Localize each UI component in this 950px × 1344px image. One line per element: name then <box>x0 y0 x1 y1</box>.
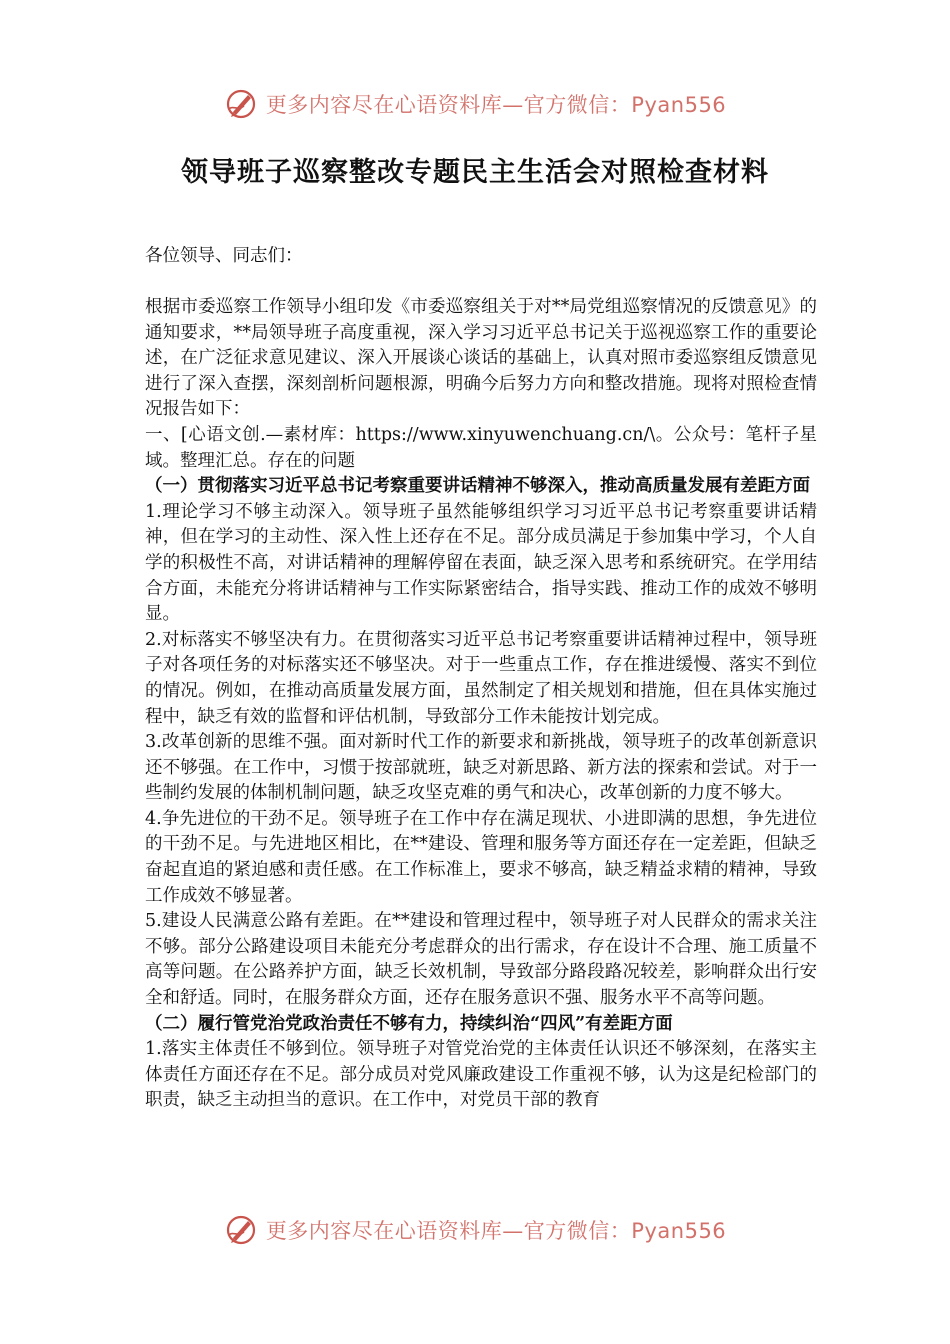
pen-logo-icon <box>224 87 258 121</box>
list-item: 2.对标落实不够坚决有力。在贯彻落实习近平总书记考察重要讲话精神过程中，领导班子对各项任务的对标落实还不够坚决。对于一些重点工作，存在推进缓慢、落实不到位的情况。例如，在推动高质量发展方面，虽然制定了相关规划和措施，但在具体实施过程中，缺乏有效的监督和评估机制，导致部分工作未能按计划完成。 <box>145 629 817 727</box>
document-body <box>145 295 817 1114</box>
intro-paragraph: 根据市委巡察工作领导小组印发《市委巡察组关于对**局党组巡察情况的反馈意见》的通知要求，**局领导班子高度重视，深入学习习近平总书记关于巡视巡察工作的重要论述，在广泛征求意见建议、深入开展谈心谈话的基础上，认真对照市委巡察组反馈意见进行了深入查摆，深刻剖析问题根源，明确今后努力方向和整改措施。现将对照检查情况报告如下： <box>145 297 817 420</box>
watermark-banner-top <box>0 82 950 126</box>
list-item: 1.理论学习不够主动深入。领导班子虽然能够组织学习习近平总书记考察重要讲话精神，但在学习的主动性、深入性上还存在不足。部分成员满足于参加集中学习，个人自学的积极性不高，对讲话精神的理解停留在表面，缺乏深入思考和系统研究。在学用结合方面，未能充分将讲话精神与工作实际紧密结合，指导实践、推动工作的成效不够明显。 <box>145 501 817 625</box>
salutation-block <box>145 244 817 270</box>
pen-logo-icon <box>224 1213 258 1247</box>
list-item: 5.建设人民满意公路有差距。在**建设和管理过程中，领导班子对人民群众的需求关注不够。部分公路建设项目未能充分考虑群众的出行需求，存在设计不合理、施工质量不高等问题。在公路养护方面，缺乏长效机制，导致部分路段路况较差，影响群众出行安全和舒适。同时，在服务群众方面，还存在服务意识不强、服务水平不高等问题。 <box>145 911 817 1009</box>
list-item: 3.改革创新的思维不强。面对新时代工作的新要求和新挑战，领导班子的改革创新意识还不够强。在工作中，习惯于按部就班，缺乏对新思路、新方法的探索和尝试。对于一些制约发展的体制机制问题，缺乏攻坚克难的勇气和决心，改革创新的力度不够大。 <box>145 732 817 804</box>
document-title: 领导班子巡察整改专题民主生活会对照检查材料 <box>181 157 769 188</box>
watermark-text: 更多内容尽在心语资料库—官方微信：Pyan556 <box>265 1219 727 1243</box>
list-item: 4.争先进位的干劲不足。领导班子在工作中存在满足现状、小进即满的思想，争先进位的干劲不足。与先进地区相比，在**建设、管理和服务等方面还存在一定差距，但缺乏奋起直追的紧迫感和责任感。在工作标准上，要求不够高，缺乏精益求精的精神，导致工作成效不够显著。 <box>145 808 817 906</box>
list-item: 1.落实主体责任不够到位。领导班子对管党治党的主体责任认识还不够深刻，在落实主体责任方面还存在不足。部分成员对党风廉政建设工作重视不够，认为这是纪检部门的职责，缺乏主动担当的意识。在工作中，对党员干部的教育 <box>145 1039 817 1111</box>
subsection-heading-2: （二）履行管党治党政治责任不够有力，持续纠治“四风”有差距方面 <box>145 1013 673 1034</box>
section-heading-1: 一、[心语文创.—素材库：https://www.xinyuwenchuang.cn/\。公众号：笔杆子星域。整理汇总。存在的问题 <box>145 424 817 471</box>
watermark-banner-bottom <box>0 1208 950 1252</box>
subsection-heading-1: （一）贯彻落实习近平总书记考察重要讲话精神不够深入，推动高质量发展有差距方面 <box>145 476 810 497</box>
salutation: 各位领导、同志们： <box>145 246 303 266</box>
watermark-text: 更多内容尽在心语资料库—官方微信：Pyan556 <box>265 93 727 117</box>
